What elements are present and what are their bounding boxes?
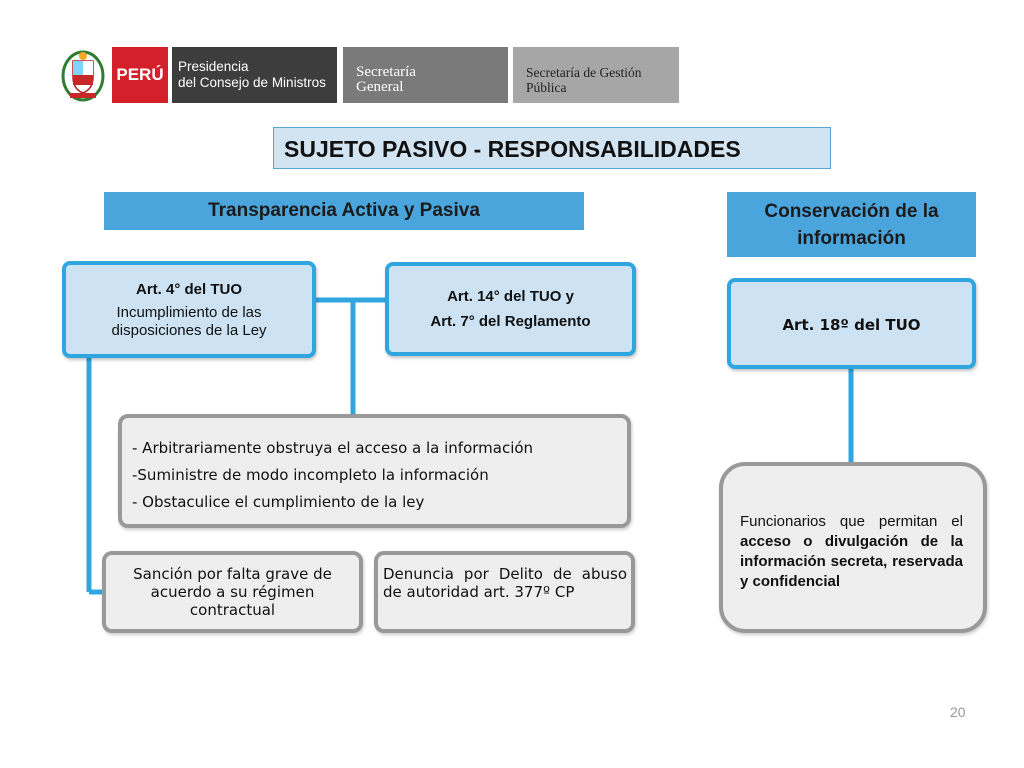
art14-line2: Art. 7° del Reglamento: [430, 313, 591, 330]
secretaria-gestion-publica-logo: [513, 47, 679, 103]
page-title: SUJETO PASIVO - RESPONSABILIDADES: [273, 127, 831, 169]
infractions-list-box: [118, 414, 631, 528]
denuncia-box: [374, 551, 635, 633]
band-conservacion-line2: información: [797, 228, 906, 249]
list-item: - Arbitrariamente obstruya el acceso a la información: [132, 439, 534, 457]
art4-text: Incumplimiento de las disposiciones de la Ley: [111, 304, 267, 339]
sgp-line1: Secretaría de Gestión: [526, 65, 642, 80]
art4-box: [62, 261, 316, 358]
sancion-text: Sanción por falta grave de acuerdo a su régimen contractual: [133, 565, 332, 619]
art14-box: [385, 262, 636, 356]
art18-box: [727, 278, 976, 369]
art4-title: Art. 4° del TUO: [135, 281, 242, 298]
sg-line2: General: [356, 79, 404, 95]
list-item: -Suministre de modo incompleto la información: [132, 466, 489, 484]
sgp-line2: Pública: [526, 80, 567, 95]
pcm-line1: Presidencia: [178, 59, 249, 74]
pcm-line2: del Consejo de Ministros: [178, 75, 326, 90]
secretaria-general-logo: [343, 47, 508, 103]
list-item: - Obstaculice el cumplimiento de la ley: [132, 493, 425, 511]
sg-line1: Secretaría: [356, 64, 416, 80]
denuncia-text: Denuncia por Delito de abuso de autoridad art. 377º CP: [383, 565, 627, 601]
peru-logo: [112, 47, 168, 103]
peru-label: PERÚ: [116, 65, 164, 84]
sancion-box: [102, 551, 363, 633]
art18-label: Art. 18º del TUO: [782, 316, 921, 334]
func-text-bold: acceso o divulgación de la información secreta, reservada y confidencial: [740, 533, 963, 590]
pcm-logo: [172, 47, 337, 103]
page-number: 20: [950, 704, 966, 720]
section-band-transparencia: Transparencia Activa y Pasiva: [104, 192, 584, 230]
section-band-conservacion: [727, 192, 976, 257]
coat-of-arms-icon: [60, 47, 106, 103]
funcionarios-box: [719, 462, 987, 633]
art14-line1: Art. 14° del TUO y: [447, 288, 574, 305]
band-conservacion-line1: Conservación de la: [764, 201, 939, 222]
func-text-regular: Funcionarios que permitan el: [740, 513, 963, 530]
